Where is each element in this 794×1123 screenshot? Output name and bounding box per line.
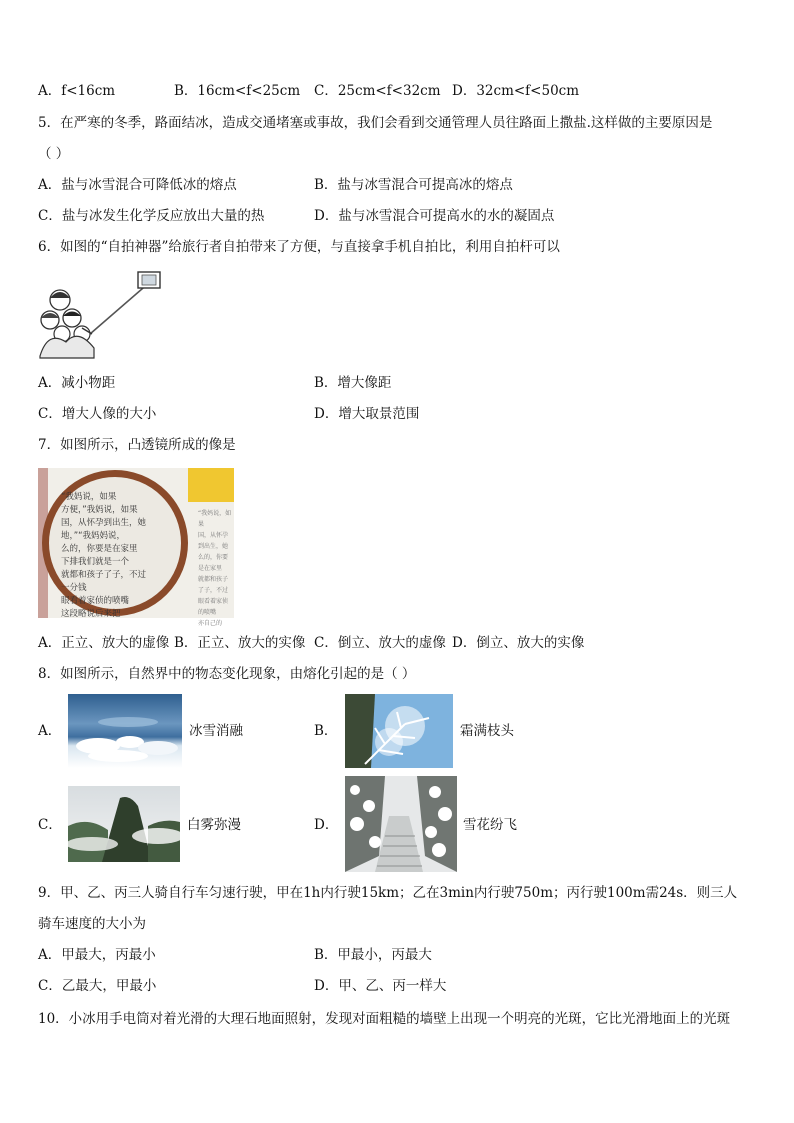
q5-option-c: C．盐与冰发生化学反应放出大量的热 — [38, 208, 265, 224]
q5-stem: 5．在严寒的冬季，路面结冰，造成交通堵塞或事故，我们会看到交通管理人员往路面上撒盐.这样做的主要原因是 — [38, 115, 713, 131]
q8-letter-a: A． — [38, 723, 62, 739]
q5-option-a: A．盐与冰雪混合可降低冰的熔点 — [38, 177, 237, 193]
q7-option-c: C．倒立、放大的虚像 — [314, 635, 446, 651]
magnified-text-line: 眼看着家侦的喷嘴 — [61, 596, 130, 606]
q6-option-c: C．增大人像的大小 — [38, 406, 157, 422]
magnified-text-line: 下排我们就是一个 — [61, 557, 130, 567]
q9-option-a: A．甲最大，丙最小 — [38, 947, 156, 963]
magnified-text-line: 方便，”我妈说，如果 — [61, 505, 138, 515]
q5-option-d: D．盐与冰雪混合可提高水的水的凝固点 — [314, 208, 555, 224]
q9-option-b: B．甲最小，丙最大 — [314, 947, 432, 963]
q9-option-c: C．乙最大，甲最小 — [38, 978, 157, 994]
q8-letter-b: B． — [314, 723, 338, 739]
q7-stem: 7．如图所示，凸透镜所成的像是 — [38, 437, 236, 453]
q6-option-d: D．增大取景范围 — [314, 406, 420, 422]
lens — [42, 470, 188, 619]
q7-option-b: B．正立、放大的实像 — [174, 635, 306, 651]
q8-letter-c: C． — [38, 817, 62, 833]
q7-option-d: D．倒立、放大的实像 — [452, 635, 585, 651]
q8-label-c: 白雾弥漫 — [187, 817, 241, 833]
q4-options — [38, 82, 758, 100]
q5-option-b: B．盐与冰雪混合可提高冰的熔点 — [314, 177, 513, 193]
magnified-text-line: “我妈说，如果 — [61, 492, 117, 502]
selfie-stick-illustration — [38, 268, 166, 360]
book-text-line: 国，从怀孕到出生，她 — [198, 532, 229, 550]
frost-branches-photo — [345, 694, 453, 768]
q5-bracket: （ ） — [38, 146, 70, 162]
q7-option-a: A．正立、放大的虚像 — [38, 635, 170, 651]
q8-label-a: 冰雪消融 — [189, 723, 243, 739]
q4-option-b: B．16cm<f<25cm — [174, 83, 301, 99]
q10-stem: 10．小冰用手电筒对着光滑的大理石地面照射，发现对面粗糙的墙壁上出现一个明亮的光斑，它比光滑地面上的光斑 — [38, 1011, 731, 1027]
book-text-line: 眼看着家侦的喷嘴 — [198, 598, 229, 616]
book-text-line: 就都和孩子了子，不过 — [198, 576, 229, 594]
q6-stem: 6．如图的“自拍神器”给旅行者自拍带来了方便，与直接拿手机自拍比，利用自拍杆可以 — [38, 239, 560, 255]
q9-stem-line1: 9．甲、乙、丙三人骑自行车匀速行驶，甲在1h内行驶15km；乙在3min内行驶750m；丙行驶100m需24s．则三人 — [38, 885, 738, 901]
book-text-line: “我妈说，如果 — [198, 510, 232, 528]
magnified-text-line: 么的，你要是在家里 — [61, 544, 138, 554]
magnified-text-line: 国，从怀孕到出生，她 — [61, 518, 147, 528]
book-text-line: 亦自己的 — [198, 620, 223, 627]
magnified-text-line: 这段略说后来把 — [61, 609, 121, 619]
magnifying-glass-photo — [38, 468, 234, 627]
q4-option-c: C．25cm<f<32cm — [314, 83, 441, 99]
q8-letter-d: D． — [314, 817, 339, 833]
magnified-text-line: 地，”“我妈妈说， — [61, 531, 126, 541]
q7-options — [38, 634, 758, 652]
fog-mountain-photo — [68, 786, 180, 862]
snowfall-path-photo — [345, 776, 457, 872]
q4-option-a: A．f<16cm — [38, 83, 116, 99]
q6-option-a: A．减小物距 — [38, 375, 116, 391]
magnified-text-line: 就都和孩子了子，不过 — [61, 570, 147, 580]
q8-stem: 8．如图所示，自然界中的物态变化现象，由熔化引起的是（ ） — [38, 666, 416, 682]
q8-label-b: 霜满枝头 — [460, 723, 514, 739]
melting-ice-photo — [68, 694, 182, 768]
q6-option-b: B．增大像距 — [314, 375, 392, 391]
q4-option-d: D．32cm<f<50cm — [452, 83, 580, 99]
book-text-line: 么的，你要是在家里 — [198, 554, 229, 572]
q9-stem-line2: 骑车速度的大小为 — [38, 916, 146, 932]
q8-label-d: 雪花纷飞 — [463, 817, 517, 833]
q9-option-d: D．甲、乙、丙一样大 — [314, 978, 447, 994]
magnified-text-line: 一分钱 — [61, 583, 87, 593]
